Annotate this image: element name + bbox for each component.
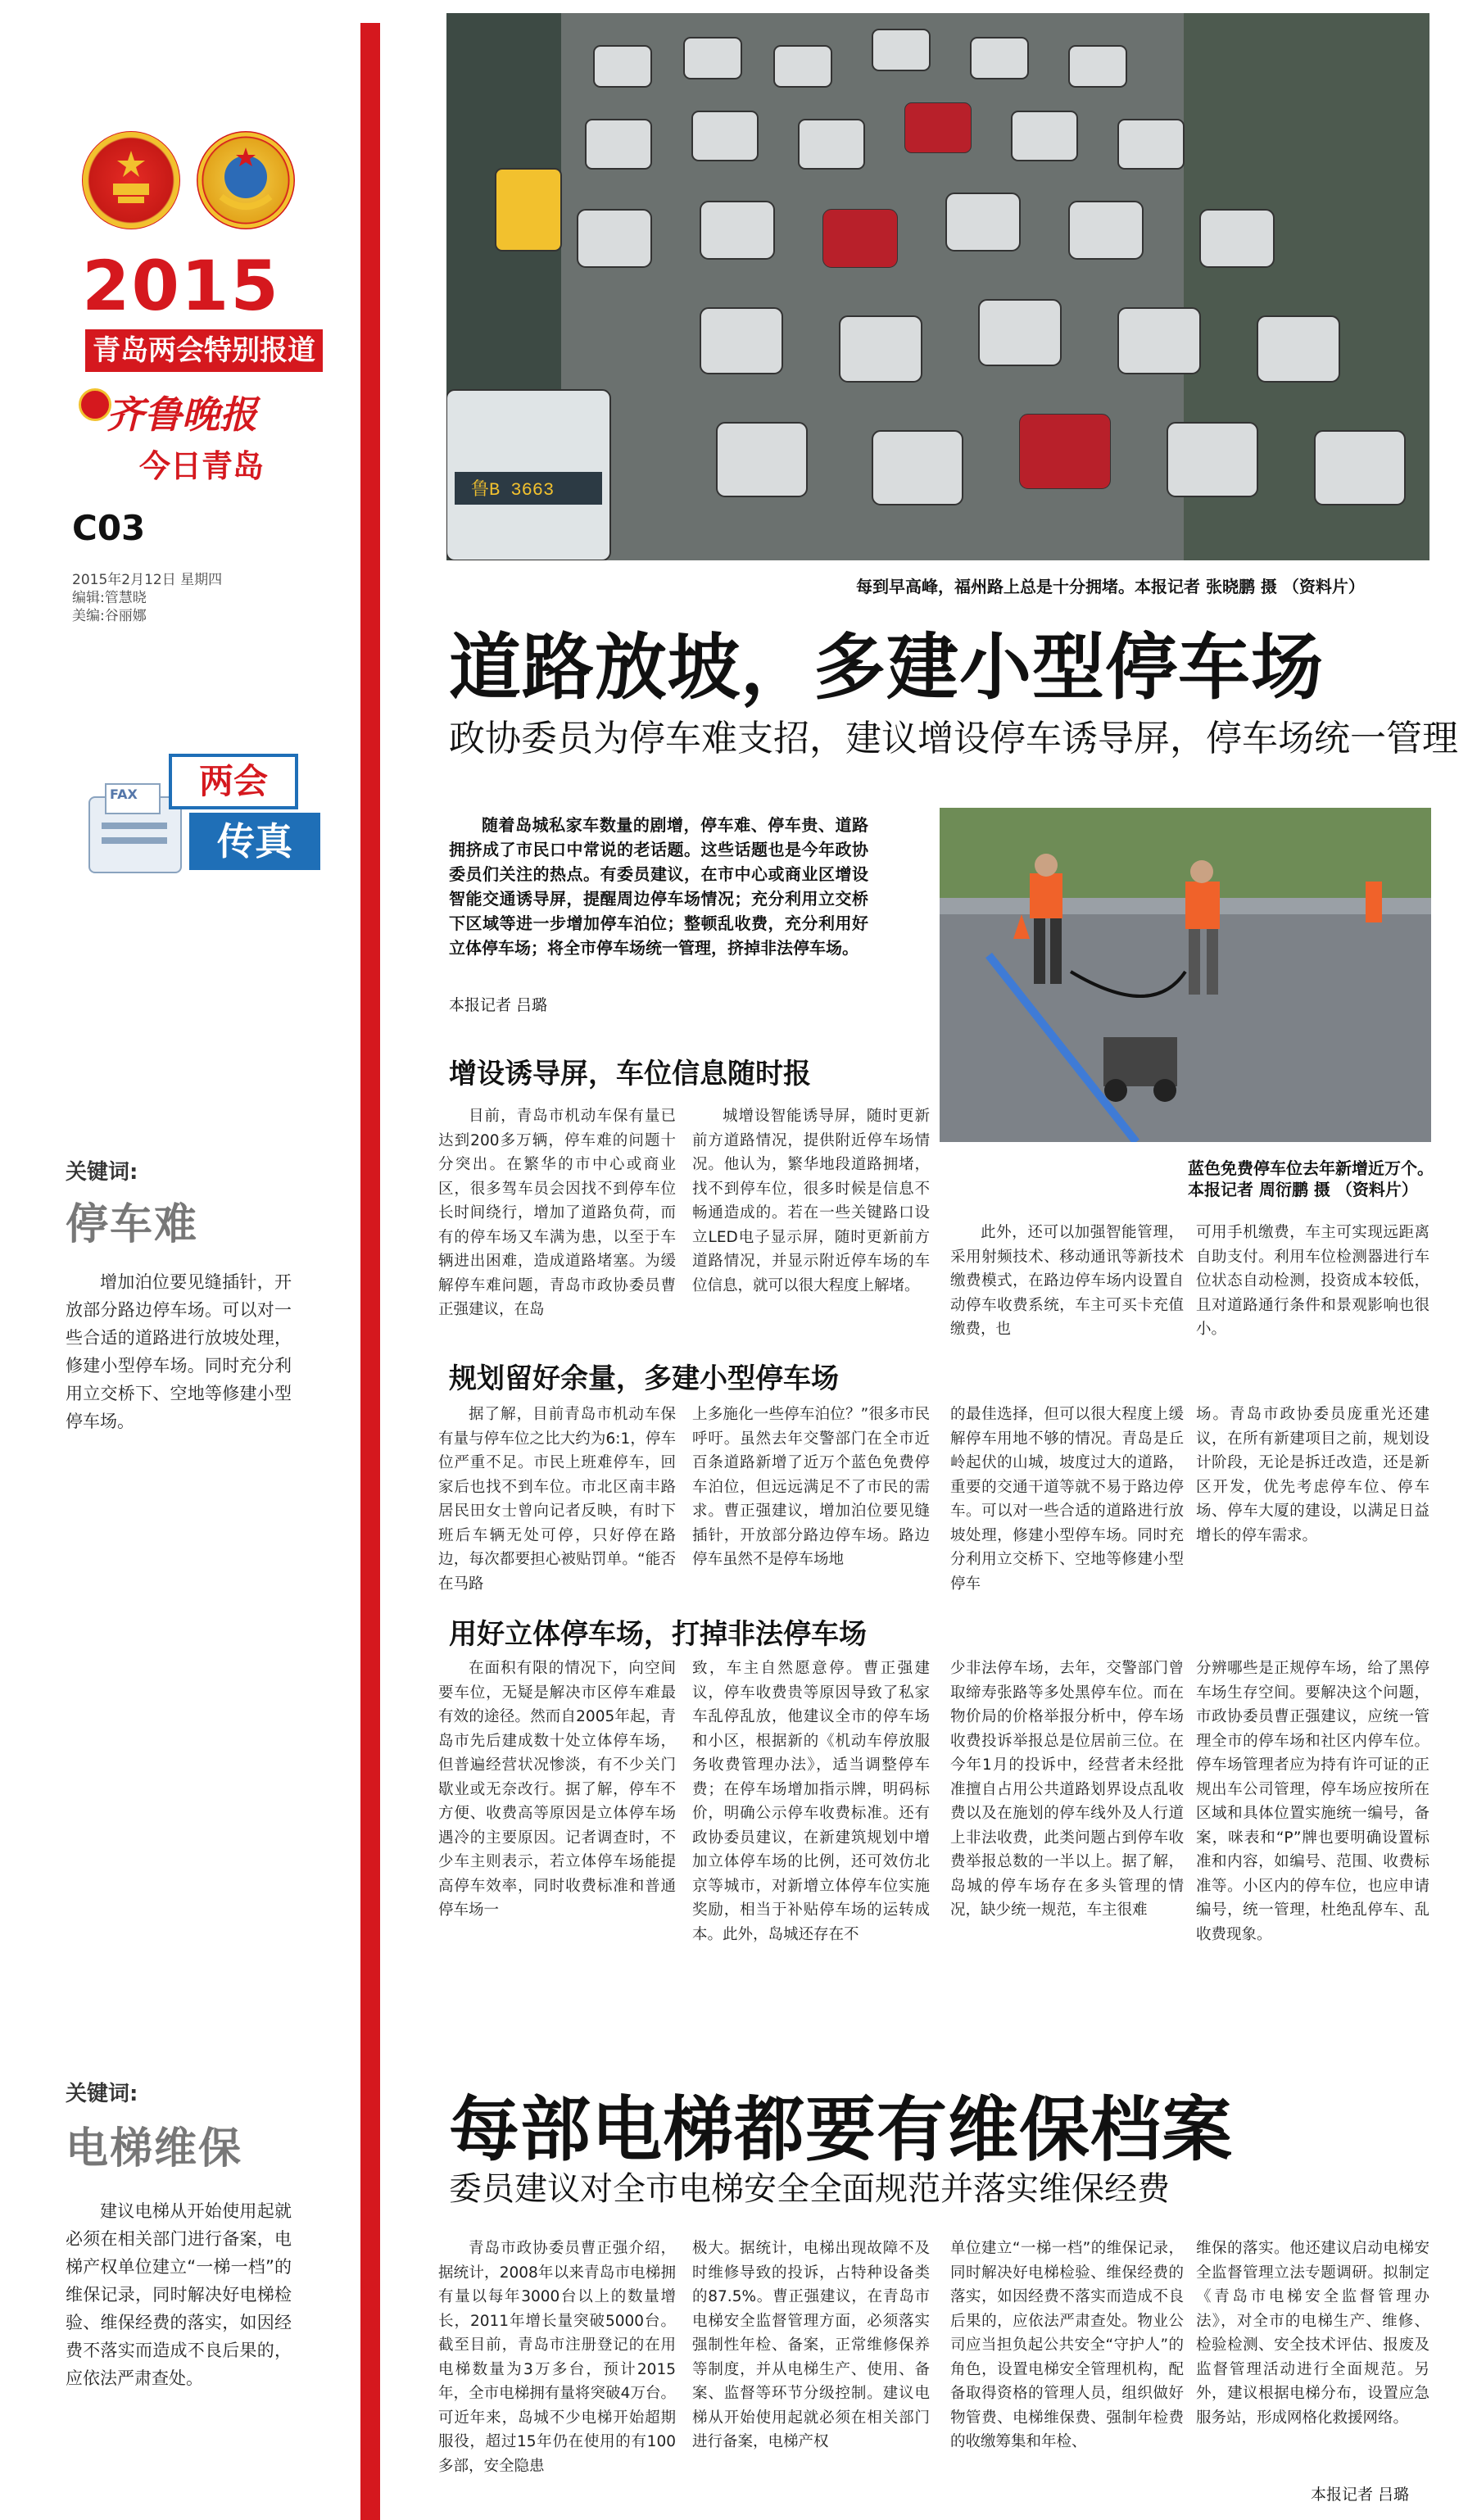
article1-headline: 道路放坡，多建小型停车场 [449,625,1325,709]
keyword2-text: 建议电梯从开始使用起就必须在相关部门进行备案，电梯产权单位建立“一梯一档”的维保记录，同时解决好电梯检验、维保经费的落实，如因经费不落实而造成不良后果的，应依法严肃查处。 [66,2201,292,2388]
column-title-line1: 两会 [198,761,268,801]
section-name: 今日青岛 [139,448,265,484]
year-title: 2015 [82,246,280,326]
article2-col1-text: 青岛市政协委员曹正强介绍，据统计，2008年以来青岛市电梯拥有量以每年3000台以上的数量增长，2011年增长量突破5000台。截至目前，青岛市注册登记的在用电梯数量为3万多台，预计2015年，全市电梯拥有量将突破4万台。可近年来，岛城不少电梯开始超期服役，超过15年仍在使用的有100多部，安全隐患 [438,2240,676,2475]
section3-col4-text: 分辨哪些是正规停车场，给了黑停车场生存空间。要解决这个问题，市政协委员曹正强建议，应统一管理全市的停车场和社区内停车位。停车场管理者应为持有许可证的正规出车公司管理，停车场应按所在区域和具体位置实施统一编号，备案，咪表和“P”牌也要明确设置标准和内容，如编号、范围、收费标准等。小区内的停车位，也应申请编号，统一管理，杜绝乱停车、乱收费现象。 [1196,1660,1429,1943]
page-number: C03 [72,508,146,548]
article1-subheadline: 政协委员为停车难支招，建议增设停车诱导屏，停车场统一管理 [449,718,1458,759]
section1-col4-text: 可用手机缴费，车主可实现远距离自助支付。利用车位检测器进行车位状态自动检测，投资成本较低，且对道路通行条件和景观影响也很小。 [1196,1224,1429,1338]
keyword1-label: 关键词: [66,1160,138,1185]
section3-column4 [1196,1657,1429,2042]
section3-title: 用好立体停车场，打掉非法停车场 [449,1618,867,1651]
newspaper-name: 齐鲁晚报 [106,392,257,437]
cppcc-emblem-icon [197,131,295,229]
section1-col1-text: 目前，青岛市机动车保有量已达到200多万辆，停车难的问题十分突出。在繁华的市中心或商业区，很多驾车员会因找不到停车位长时间绕行，增加了道路负荷，而有的停车场又车满为患，以至于车辆进出困难，造成道路堵塞。为缓解停车难问题，青岛市政协委员曹正强建议，在岛 [438,1108,676,1318]
section2-col1-text: 据了解，目前青岛市机动车保有量与停车位之比大约为6:1，停车位严重不足。市民上班难停车，回家后也找不到车位。市北区南丰路居民田女士曾向记者反映，有时下班后车辆无处可停，只好停在路边，每次都要担心被贴罚单。“能否在马路 [438,1406,676,1593]
section3-column3 [950,1657,1184,2042]
keyword1-text: 增加泊位要见缝插针，开放部分路边停车场。可以对一些合适的道路进行放坡处理，修建小型停车场。同时充分利用立交桥下、空地等修建小型停车场。 [66,1272,292,1431]
section2-col3-text: 的最佳选择，但可以很大程度上缓解停车用地不够的情况。青岛是丘岭起伏的山城，坡度过大的道路，重要的交通干道等就不易于路边停车。可以对一些合适的道路进行放坡处理，修建小型停车场。同时充分利用立交桥下、空地等修建小型停车 [950,1406,1184,1593]
section1-title: 增设诱导屏，车位信息随时报 [449,1058,811,1090]
section2-column3 [950,1403,1184,1593]
section3-col1-text: 在面积有限的情况下，向空间要车位，无疑是解决市区停车难最有效的途径。然而自2005年起，青岛市先后建成数十处立体停车场，但普遍经营状况惨淡，有不少关门歇业或无奈改行。据了解，停车不方便、收费高等原因是立体停车场遇冷的主要原因。记者调查时，不少车主则表示，若立体停车场能提高停车效率，同时收费标准和普通停车场一 [438,1660,676,1919]
section3-col3-text: 少非法停车场，去年，交警部门曾取缔寿张路等多处黑停车位。而在物价局的价格举报分析中，停车场收费投诉举报总是位居前三位。在今年1月的投诉中，经营者未经批准擅自占用公共道路划界设点乱收费以及在施划的停车线外及人行道上非法收费，此类问题占到停车收费举报总数的一半以上。据了解，岛城的停车场存在多头管理的情况，缺少统一规范，车主很难 [950,1660,1184,1919]
sidebar [0,0,360,2520]
section1-column4 [1196,1221,1429,1360]
top-photo-caption: 每到早高峰，福州路上总是十分拥堵。本报记者 张晓鹏 摄 （资料片） [856,577,1365,596]
article2-byline: 本报记者 吕璐 [1311,2486,1410,2504]
traffic-jam-photo [446,13,1429,560]
column-title-bottom [189,813,320,870]
section2-column1 [438,1403,676,1593]
fax-machine-icon [88,786,182,873]
red-divider-bar [360,23,380,2520]
keyword2-term: 电梯维保 [66,2124,243,2173]
article2-headline: 每部电梯都要有维保档案 [449,2089,1233,2171]
article2-column2 [692,2237,930,2499]
editor-credit: 编辑:管慧晓 [72,590,147,606]
workers-photo-caption-line1: 蓝色免费停车位去年新增近万个。 [1188,1158,1434,1178]
article2-col3-text: 单位建立“一梯一档”的维保记录，同时解决好电梯检验、维保经费的落实，如因经费不落实而造成不良后果的，应依法严肃查处。物业公司应当担负起公共安全“守护人”的角色，设置电梯安全管理机构，配备取得资格的管理人员，组织做好物管费、电梯维保费、强制年检费的收缴筹集和年检、 [950,2240,1184,2450]
keyword2-label: 关键词: [66,2082,138,2106]
section1-column1 [438,1104,676,1358]
section2-col4-text: 场。青岛市政协委员庞重光还建议，在所有新建项目之前，规划设计阶段，无论是拆迁改造，还是新区开发，优先考虑停车位、停车场、停车大厦的建设，以满足日益增长的停车需求。 [1196,1406,1429,1544]
fax-label: FAX [110,786,138,802]
section3-column2 [692,1657,930,2042]
road-workers-photo [940,808,1431,1142]
keyword1-term: 停车难 [66,1200,199,1249]
section2-column4 [1196,1403,1429,1593]
section1-column2 [692,1104,930,1358]
designer-credit: 美编:谷丽娜 [72,608,147,624]
section3-col2-text: 致，车主自然愿意停。曹正强建议，停车收费贵等原因导致了私家车乱停乱放，他建议全市的停车场和小区，根据新的《机动车停放服务收费管理办法》，适当调整停车费；在停车场增加指示牌，明码标价，明确公示停车收费标准。还有政协委员建议，在新建筑规划中增加立体停车场的比例，还可效仿北京等城市，对新增立体停车位实施奖励，相当于补贴停车场的运转成本。此外，岛城还存在不 [692,1660,930,1943]
article2-column3 [950,2237,1184,2499]
article1-byline: 本报记者 吕璐 [449,996,548,1014]
article2-column1 [438,2237,676,2499]
national-emblem-icon [82,131,180,229]
article2-col4-text: 维保的落实。他还建议启动电梯安全监督管理立法专题调研。拟制定《青岛市电梯安全监督管理办法》，对全市的电梯生产、维修、检验检测、安全技术评估、报废及监督管理活动进行全面规范。另外，建议根据电梯分布，设置应急服务站，形成网格化救援网络。 [1196,2240,1429,2427]
column-badge [79,754,324,877]
section1-col3-text: 此外，还可以加强智能管理，采用射频技术、移动通讯等新技术缴费模式，在路边停车场内设置自动停车收费系统，车主可买卡充值缴费，也 [950,1224,1184,1338]
section1-column3 [950,1221,1184,1360]
column-title-line2: 传真 [217,819,292,863]
section2-col2-text: 上多施化一些停车泊位？”很多市民呼吁。虽然去年交警部门在全市近百条道路新增了近万个蓝色免费停车泊位，但远远满足不了市民的需求。曹正强建议，增加泊位要见缝插针，开放部分路边停车场。路边停车虽然不是停车场地 [692,1406,930,1568]
article2-col2-text: 极大。据统计，电梯出现故障不及时维修导致的投诉，占特种设备类的87.5%。曹正强建议，在青岛市电梯安全监督管理方面，必须落实强制性年检、备案，正常维修保养等制度，并从电梯生产、使用、备案、监督等环节分级控制。建议电梯从开始使用起就必须在相关部门进行备案，电梯产权 [692,2240,930,2450]
article2-subheadline: 委员建议对全市电梯安全全面规范并落实维保经费 [449,2170,1170,2208]
section2-title: 规划留好余量，多建小型停车场 [449,1362,839,1395]
article2-column4 [1196,2237,1429,2474]
special-report-banner: 青岛两会特别报道 [85,329,323,372]
traffic-photo-illustration [446,13,1429,560]
section1-col2-text: 城增设智能诱导屏，随时更新前方道路情况，提供附近停车场情况。他认为，繁华地段道路拥堵，找不到停车位，很多时候是信息不畅通造成的。若在一些关键路口设立LED电子显示屏，随时更新前方道路情况，并显示附近停车场的车位信息，就可以很大程度上解堵。 [692,1108,930,1294]
column-title-top [169,754,298,809]
article1-lead: 随着岛城私家车数量的剧增，停车难、停车贵、道路拥挤成了市民口中常说的老话题。这些话题也是今年政协委员们关注的热点。有委员建议，在市中心或商业区增设智能交通诱导屏，提醒周边停车场情况；充分利用立交桥下区域等进一步增加停车泊位；整顿乱收费，充分利用好立体停车场；将全市停车场统一管理，挤掉非法停车场。 [449,815,868,958]
issue-date: 2015年2月12日 星期四 [72,572,223,588]
bus-plate-text: 鲁B 3663 [471,480,555,501]
workers-photo-caption-line2: 本报记者 周衍鹏 摄 （资料片） [1188,1180,1418,1199]
road-workers-illustration [940,808,1431,1142]
section3-column1 [438,1657,676,2042]
section2-column2 [692,1403,930,1593]
